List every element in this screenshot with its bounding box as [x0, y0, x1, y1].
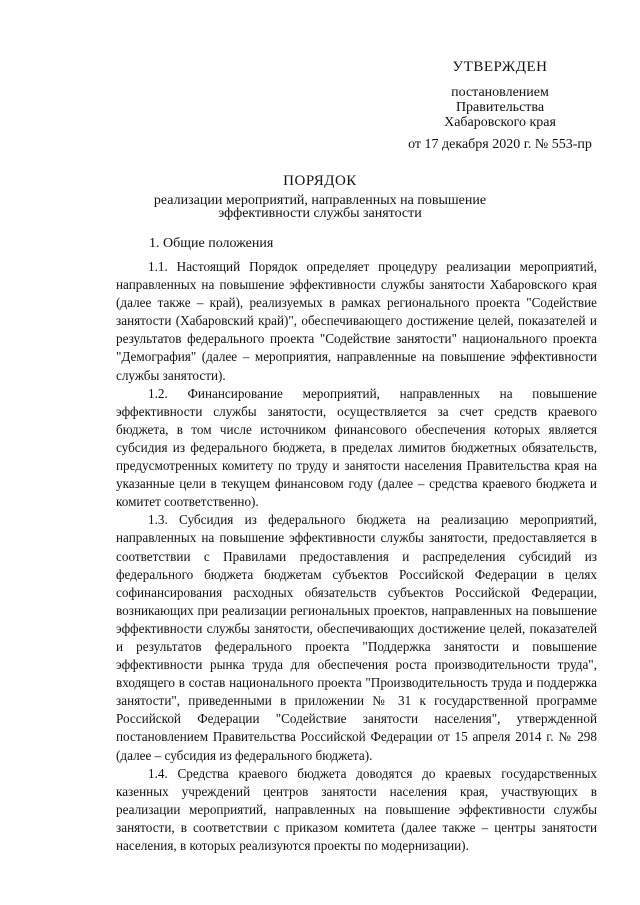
subtitle-line-2: эффективности службы занятости: [218, 206, 422, 221]
section-heading: 1. Общие положения: [149, 236, 274, 251]
document-body: [116, 258, 597, 855]
document-subtitle: [110, 194, 530, 220]
approval-date-number: от 17 декабря 2020 г. № 553-пр: [408, 137, 592, 152]
approval-title: УТВЕРЖДЕН: [452, 59, 548, 75]
paragraph-1-4: 1.4. Средства краевого бюджета доводятся до краевых государственных казенных учреждений центров занятости населения края, участвующих в реализации мероприятий, направленных на повышение эффективности службы занятости, в соответствии с приказом комитета (далее также – центры занятости населения, в которых реализуются проекты по модернизации).: [116, 765, 597, 853]
paragraph-1-2: 1.2. Финансирование мероприятий, направленных на повышение эффективности службы занятости, осуществляется за счет средств краевого бюджета, в том числе источником финансового обеспечения которых является субсидия из федерального бюджета, в пределах лимитов бюджетных обязательств, предусмотренных комитету по труду и занятости населения Правительства края на указанные цели в текущем финансовом году (далее – средства краевого бюджета и комитет соответственно).: [116, 385, 597, 510]
document-title: ПОРЯДОК: [283, 173, 357, 189]
approval-stamp: [400, 60, 600, 152]
subtitle-line-1: реализации мероприятий, направленных на повышение: [153, 193, 487, 208]
paragraph-1-3: 1.3. Субсидия из федерального бюджета на реализацию мероприятий, направленных на повышение эффективности службы занятости, предоставляется в соответствии с Правилами предоставления и распределения субсидий из федерального бюджета бюджетам субъектов Российской Федерации в целях софинансирования расходных обязательств субъектов Российской Федерации, возникающих при реализации региональных проектов, направленных на повышение эффективности службы занятости, обеспечивающих достижение целей, показателей и результатов федерального проекта "Поддержка занятости и повышение эффективности рынка труда для обеспечения роста производительности труда", входящего в состав национального проекта "Производительность труда и поддержка занятости", приведенными в приложении № 31 к государственной программе Российской Федерации "Содействие занятости населения", утвержденной постановлением Правительства Российской Федерации от 15 апреля 2014 г. № 298 (далее – субсидия из федерального бюджета).: [116, 512, 597, 763]
approval-line-2: Правительства: [455, 100, 545, 115]
approval-line-3: Хабаровского края: [444, 115, 556, 130]
paragraph-1-1: 1.1. Настоящий Порядок определяет процедуру реализации мероприятий, направленных на повышение эффективности службы занятости Хабаровского края (далее также – край), реализуемых в рамках регионального проекта "Содействие занятости (Хабаровский край)", обеспечивающего достижение целей, показателей и результатов федерального проекта "Содействие занятости" национального проекта "Демография" (далее – мероприятия, направленные на повышение эффективности службы занятости).: [116, 259, 597, 383]
approval-line-1: постановлением: [451, 85, 549, 100]
